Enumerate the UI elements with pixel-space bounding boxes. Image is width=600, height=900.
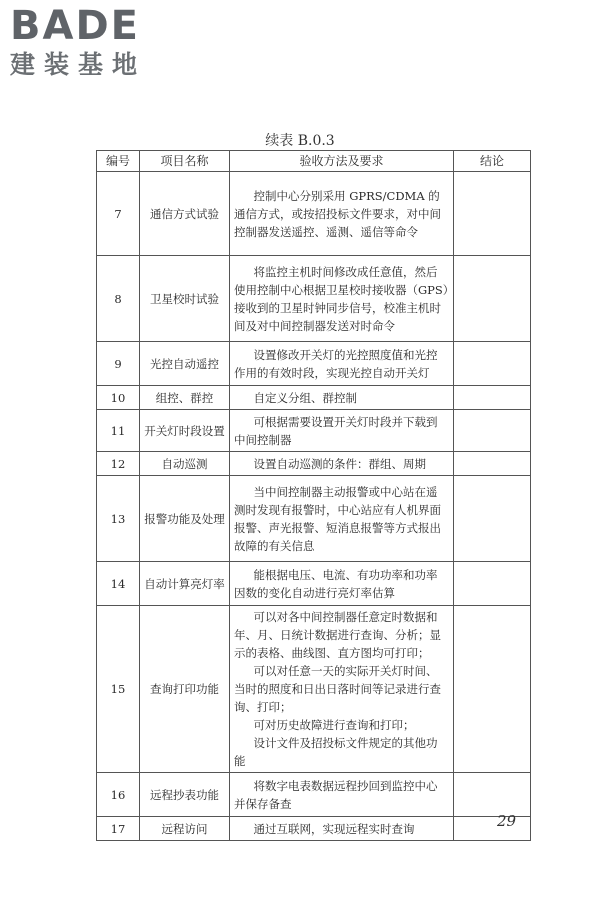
row-item-name: 报警功能及处理 (140, 476, 230, 562)
header-no: 编号 (97, 151, 140, 172)
header-name: 项目名称 (140, 151, 230, 172)
row-result (454, 386, 531, 410)
table-row (97, 410, 531, 452)
method-paragraph: 当中间控制器主动报警或中心站在遥测时发现有报警时，中心站应有人机界面报警、声光报警、短消息报警等方式报出故障的有关信息 (234, 484, 441, 553)
table-row (97, 606, 531, 773)
method-paragraph: 能根据电压、电流、有功功率和功率因数的变化自动进行亮灯率估算 (234, 567, 438, 600)
row-number: 14 (97, 562, 140, 606)
row-method (230, 452, 454, 476)
table-row (97, 773, 531, 817)
acceptance-table (96, 150, 531, 841)
row-item-name: 通信方式试验 (140, 172, 230, 256)
bade-logo (10, 4, 180, 84)
row-result (454, 342, 531, 386)
row-item-name: 卫星校时试验 (140, 256, 230, 342)
row-number: 13 (97, 476, 140, 562)
row-result (454, 606, 531, 773)
row-result (454, 256, 531, 342)
table-row (97, 342, 531, 386)
row-item-name: 开关灯时段设置 (140, 410, 230, 452)
table-row (97, 476, 531, 562)
table-row (97, 452, 531, 476)
header-result: 结论 (454, 151, 531, 172)
row-item-name: 组控、群控 (140, 386, 230, 410)
table-caption: 续表 B.0.3 (265, 133, 335, 149)
row-method (230, 773, 454, 817)
row-item-name: 自动巡测 (140, 452, 230, 476)
row-number: 10 (97, 386, 140, 410)
method-paragraph: 控制中心分别采用 GPRS/CDMA 的通信方式，或按招投标文件要求，对中间控制器发送遥控、遥测、遥信等命令 (234, 188, 441, 239)
row-result (454, 410, 531, 452)
page-number: 29 (497, 812, 517, 830)
method-paragraph: 可根据需要设置开关灯时段并下载到中间控制器 (234, 414, 438, 447)
row-method (230, 476, 454, 562)
row-result (454, 476, 531, 562)
row-item-name: 查询打印功能 (140, 606, 230, 773)
row-number: 11 (97, 410, 140, 452)
row-method (230, 256, 454, 342)
row-number: 15 (97, 606, 140, 773)
row-method (230, 342, 454, 386)
row-number: 17 (97, 817, 140, 841)
row-number: 16 (97, 773, 140, 817)
table-row (97, 172, 531, 256)
row-method (230, 386, 454, 410)
table-row (97, 256, 531, 342)
table-body (97, 172, 531, 841)
row-result (454, 817, 531, 841)
row-item-name: 远程抄表功能 (140, 773, 230, 817)
method-paragraph: 自定义分组、群控制 (253, 390, 358, 405)
header-method: 验收方法及要求 (230, 151, 454, 172)
row-result (454, 562, 531, 606)
row-item-name: 自动计算亮灯率 (140, 562, 230, 606)
logo-subtitle: 建装基地 (10, 50, 147, 79)
method-paragraph: 可对历史故障进行查询和打印； (253, 718, 415, 732)
method-paragraph: 通过互联网，实现远程实时查询 (253, 821, 415, 836)
row-method (230, 817, 454, 841)
row-item-name: 远程访问 (140, 817, 230, 841)
row-method (230, 172, 454, 256)
row-number: 8 (97, 256, 140, 342)
logo-wordmark: BADE (10, 3, 140, 49)
row-number: 9 (97, 342, 140, 386)
row-method (230, 562, 454, 606)
method-paragraph: 设置修改开关灯的光控照度值和光控作用的有效时段，实现光控自动开关灯 (234, 347, 438, 380)
table-row (97, 386, 531, 410)
method-paragraph: 设置自动巡测的条件：群组、周期 (253, 456, 427, 471)
method-paragraph: 设计文件及招投标文件规定的其他功能 (234, 736, 438, 768)
row-result (454, 452, 531, 476)
row-method (230, 410, 454, 452)
row-item-name: 光控自动遥控 (140, 342, 230, 386)
method-paragraph: 将数字电表数据远程抄回到监控中心并保存备查 (234, 778, 438, 811)
row-result (454, 773, 531, 817)
method-paragraph: 将监控主机时间修改成任意值，然后使用控制中心根据卫星校时接收器（GPS）接收到的卫星时钟同步信号，校准主机时间及对中间控制器发送对时命令 (234, 264, 449, 333)
method-paragraph: 可以对各中间控制器任意定时数据和年、月、日统计数据进行查询、分析；显示的表格、曲线图、直方图均可打印； (234, 610, 441, 660)
row-number: 7 (97, 172, 140, 256)
row-method (230, 606, 454, 773)
table-row (97, 562, 531, 606)
table-row (97, 817, 531, 841)
method-paragraph: 可以对任意一天的实际开关灯时间、当时的照度和日出日落时间等记录进行查询、打印； (234, 664, 441, 714)
row-result (454, 172, 531, 256)
table-header-row (97, 151, 531, 172)
row-number: 12 (97, 452, 140, 476)
